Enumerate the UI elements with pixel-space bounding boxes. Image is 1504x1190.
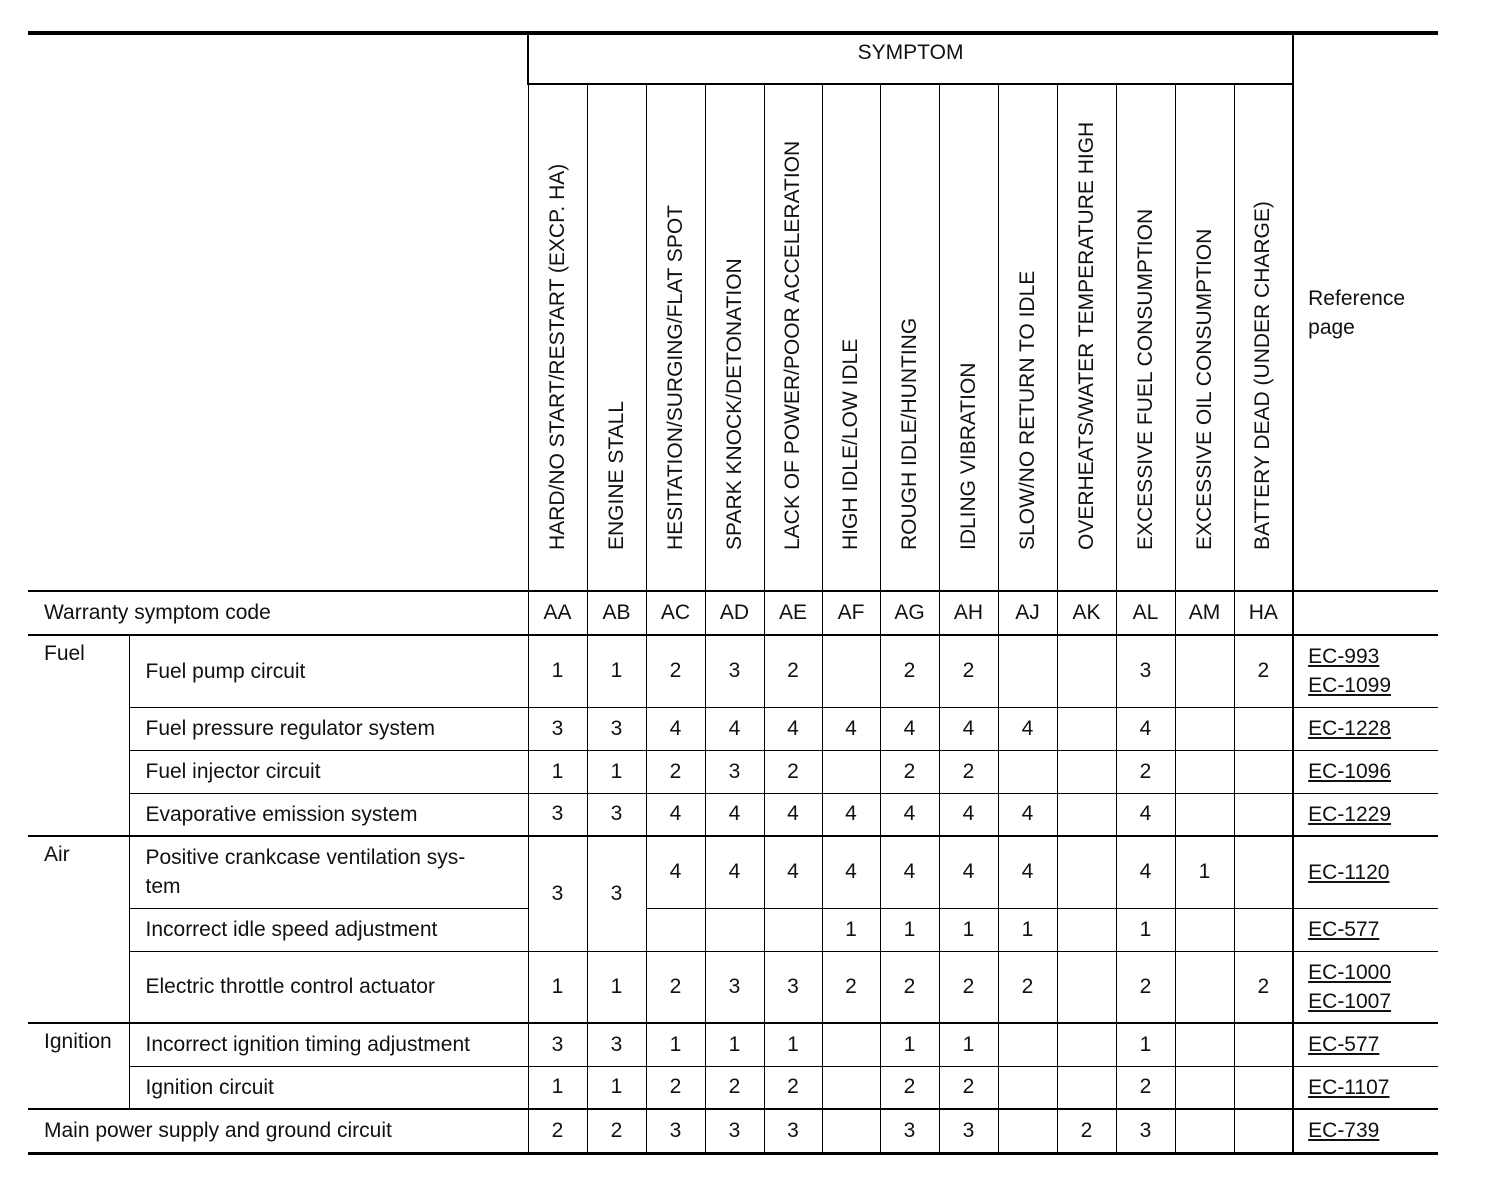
cell-value [1175, 635, 1234, 707]
cell-value: 3 [880, 1109, 939, 1153]
cell-value: 2 [764, 750, 822, 793]
symptom-code: AB [587, 591, 646, 635]
symptom-name: OVERHEATS/WATER TEMPERATURE HIGH [1074, 121, 1098, 550]
symptom-col-ab [587, 84, 646, 591]
reference-cell [1293, 750, 1438, 793]
symptom-name: IDLING VIBRATION [956, 362, 980, 550]
reference-page-header [1293, 33, 1438, 591]
cell-value: 1 [880, 908, 939, 951]
cell-value: 4 [880, 836, 939, 908]
cell-value: 1 [587, 1066, 646, 1109]
symptom-name: ENGINE STALL [604, 401, 628, 550]
symptom-col-am [1175, 84, 1234, 591]
cell-value: 4 [705, 793, 764, 836]
symptom-col-ha [1234, 84, 1293, 591]
warranty-code-label: Warranty symptom code [28, 591, 528, 635]
symptom-name: HESITATION/SURGING/FLAT SPOT [663, 205, 687, 550]
row-item: Fuel pressure regulator system [129, 707, 528, 750]
reference-link[interactable]: EC-1096 [1308, 760, 1392, 783]
cell-value: 4 [705, 836, 764, 908]
symptom-code: AH [939, 591, 998, 635]
cell-value [998, 1023, 1057, 1066]
cell-value: 1 [764, 1023, 822, 1066]
cell-value: 4 [705, 707, 764, 750]
cell-value: 2 [705, 1066, 764, 1109]
cell-value [1057, 707, 1116, 750]
cell-value: 2 [880, 635, 939, 707]
cell-value: 2 [646, 951, 705, 1023]
cell-value: 1 [587, 750, 646, 793]
reference-link[interactable]: EC-1120 [1308, 860, 1390, 884]
cell-value: 4 [998, 793, 1057, 836]
cell-value: 2 [1116, 951, 1175, 1023]
cell-value: 4 [822, 793, 880, 836]
row-item: Fuel pump circuit [129, 635, 528, 707]
cell-value [998, 1109, 1057, 1153]
cell-value: 4 [764, 707, 822, 750]
cell-value: 1 [880, 1023, 939, 1066]
cell-value [822, 1023, 880, 1066]
cell-value: 3 [705, 750, 764, 793]
reference-cell [1293, 793, 1438, 836]
cell-value [1057, 836, 1116, 908]
cell-value: 1 [822, 908, 880, 951]
cell-value [1057, 908, 1116, 951]
table-row [28, 707, 1438, 750]
cell-value: 4 [646, 836, 705, 908]
symptom-name: ROUGH IDLE/HUNTING [897, 317, 921, 550]
cell-value: 4 [822, 836, 880, 908]
row-item: Fuel injector circuit [129, 750, 528, 793]
row-item-line1: Positive crankcase ventilation sys- [145, 846, 466, 870]
table-row [28, 635, 1438, 707]
cell-value: 4 [880, 793, 939, 836]
cell-value [646, 908, 705, 951]
cell-value [998, 1066, 1057, 1109]
cell-value: 2 [764, 635, 822, 707]
cell-value [764, 908, 822, 951]
cell-value: 2 [646, 635, 705, 707]
cell-value [1175, 1066, 1234, 1109]
symptom-col-ag [880, 84, 939, 591]
reference-link[interactable]: EC-993 [1308, 645, 1380, 669]
cell-value: 2 [1116, 1066, 1175, 1109]
table-row [28, 1023, 1438, 1066]
cell-value: 4 [646, 793, 705, 836]
cell-value: 3 [1116, 635, 1175, 707]
reference-link[interactable]: EC-1007 [1308, 989, 1392, 1013]
reference-cell [1293, 836, 1438, 908]
cell-value: 2 [1234, 951, 1293, 1023]
symptom-name: HIGH IDLE/LOW IDLE [839, 338, 862, 550]
table-row [28, 793, 1438, 836]
cell-value: 1 [646, 1023, 705, 1066]
cell-value: 3 [528, 1023, 587, 1066]
cell-value: 3 [587, 707, 646, 750]
cell-value: 3 [528, 707, 587, 750]
symptom-name: EXCESSIVE FUEL CONSUMPTION [1133, 208, 1157, 550]
cell-value: 1 [939, 1023, 998, 1066]
reference-cell [1293, 635, 1438, 707]
cell-value [1175, 951, 1234, 1023]
cell-value: 2 [880, 750, 939, 793]
cell-value: 3 [705, 951, 764, 1023]
cell-value: 4 [646, 707, 705, 750]
symptom-code: AL [1116, 591, 1175, 635]
cell-value: 2 [939, 1066, 998, 1109]
cell-value [1234, 908, 1293, 951]
cell-value: 2 [1234, 635, 1293, 707]
row-item-line2: tem [145, 875, 181, 899]
cell-value [1057, 750, 1116, 793]
cell-value [998, 750, 1057, 793]
cell-value: 2 [587, 1109, 646, 1153]
symptom-col-ae [764, 84, 822, 591]
cell-value [1234, 750, 1293, 793]
cell-value: 2 [822, 951, 880, 1023]
symptom-code: AD [705, 591, 764, 635]
table-row [28, 951, 1438, 1023]
cell-value [1234, 1109, 1293, 1153]
cell-value: 1 [528, 635, 587, 707]
cell-value: 1 [1116, 908, 1175, 951]
symptom-code: AC [646, 591, 705, 635]
symptom-name: EXCESSIVE OIL CONSUMPTION [1192, 228, 1216, 550]
cell-value: 4 [1116, 836, 1175, 908]
symptom-col-ak [1057, 84, 1116, 591]
cell-value: 1 [528, 750, 587, 793]
table-row [28, 1109, 1438, 1153]
cell-value [822, 750, 880, 793]
cell-value: 2 [646, 1066, 705, 1109]
cell-value: 1 [1175, 836, 1234, 908]
row-item: Main power supply and ground circuit [28, 1109, 528, 1153]
symptom-code: AG [880, 591, 939, 635]
cell-value: 1 [528, 951, 587, 1023]
cell-value [1175, 793, 1234, 836]
symptom-col-aj [998, 84, 1057, 591]
cell-value: 3 [1116, 1109, 1175, 1153]
reference-header-line1: Reference [1308, 286, 1406, 310]
reference-link[interactable]: EC-739 [1308, 1119, 1380, 1143]
reference-cell [1293, 1109, 1438, 1153]
cell-value [998, 635, 1057, 707]
symptom-col-ah [939, 84, 998, 591]
reference-cell [1293, 707, 1438, 750]
symptom-col-af [822, 84, 880, 591]
symptom-col-aa [528, 84, 587, 591]
symptom-name: HARD/NO START/RESTART (EXCP. HA) [545, 163, 569, 550]
cell-value: 2 [528, 1109, 587, 1153]
symptom-title: SYMPTOM [528, 33, 1293, 84]
corner-blank [28, 33, 528, 84]
corner-blank-lower [28, 84, 528, 591]
cell-value: 4 [880, 707, 939, 750]
reference-link[interactable]: EC-577 [1308, 918, 1380, 941]
group-label-air: Air [28, 836, 129, 1023]
cell-value: 4 [998, 707, 1057, 750]
cell-value: 4 [1116, 707, 1175, 750]
cell-value: 1 [939, 908, 998, 951]
cell-value [1057, 951, 1116, 1023]
cell-value: 2 [1116, 750, 1175, 793]
table-row [28, 836, 1438, 908]
cell-value: 2 [646, 750, 705, 793]
reference-cell [1293, 1023, 1438, 1066]
group-label-fuel: Fuel [28, 635, 129, 836]
cell-value: 3 [587, 836, 646, 951]
symptom-code: AA [528, 591, 587, 635]
cell-value [1057, 635, 1116, 707]
symptom-col-al [1116, 84, 1175, 591]
reference-cell [1293, 1066, 1438, 1109]
symptom-code: AM [1175, 591, 1234, 635]
cell-value: 4 [939, 707, 998, 750]
row-item: Evaporative emission system [129, 793, 528, 836]
cell-value [1175, 707, 1234, 750]
cell-value: 4 [822, 707, 880, 750]
cell-value: 2 [939, 951, 998, 1023]
table-row [28, 1066, 1438, 1109]
cell-value [705, 908, 764, 951]
symptom-name: LACK OF POWER/POOR ACCELERATION [781, 140, 804, 550]
cell-value: 3 [646, 1109, 705, 1153]
cell-value [1234, 707, 1293, 750]
cell-value [822, 1066, 880, 1109]
cell-value [1175, 1023, 1234, 1066]
cell-value: 4 [764, 836, 822, 908]
symptom-col-ad [705, 84, 764, 591]
code-ref-blank [1293, 591, 1438, 635]
cell-value: 3 [587, 1023, 646, 1066]
symptom-code: AJ [998, 591, 1057, 635]
cell-value [1057, 1066, 1116, 1109]
row-item: Electric throttle control actuator [129, 951, 528, 1023]
table-row [28, 750, 1438, 793]
cell-value: 1 [998, 908, 1057, 951]
reference-link[interactable]: EC-577 [1308, 1033, 1380, 1057]
cell-value: 4 [764, 793, 822, 836]
cell-value: 4 [939, 836, 998, 908]
reference-link[interactable]: EC-1107 [1308, 1075, 1390, 1099]
cell-value: 3 [705, 1109, 764, 1153]
reference-cell [1293, 908, 1438, 951]
cell-value: 2 [939, 635, 998, 707]
symptom-col-ac [646, 84, 705, 591]
cell-value [822, 1109, 880, 1153]
cell-value [1175, 750, 1234, 793]
row-item: Incorrect idle speed adjustment [129, 908, 528, 951]
cell-value [1234, 793, 1293, 836]
symptom-code: AE [764, 591, 822, 635]
cell-value: 1 [528, 1066, 587, 1109]
cell-value: 1 [587, 635, 646, 707]
cell-value [1175, 908, 1234, 951]
cell-value: 3 [528, 836, 587, 951]
row-item: Ignition circuit [129, 1066, 528, 1109]
cell-value: 3 [764, 951, 822, 1023]
cell-value [1234, 1023, 1293, 1066]
group-label-ignition: Ignition [28, 1023, 129, 1109]
cell-value: 2 [764, 1066, 822, 1109]
cell-value: 1 [587, 951, 646, 1023]
table-row [28, 908, 1438, 951]
cell-value: 4 [998, 836, 1057, 908]
cell-value: 2 [880, 951, 939, 1023]
cell-value [1175, 1109, 1234, 1153]
cell-value: 1 [1116, 1023, 1175, 1066]
reference-cell [1293, 951, 1438, 1023]
cell-value [1234, 836, 1293, 908]
reference-link[interactable]: EC-1099 [1308, 674, 1392, 698]
cell-value: 3 [587, 793, 646, 836]
cell-value: 3 [705, 635, 764, 707]
cell-value [1057, 1023, 1116, 1066]
cell-value: 3 [939, 1109, 998, 1153]
cell-value [1234, 1066, 1293, 1109]
reference-link[interactable]: EC-1229 [1308, 802, 1392, 826]
cell-value [822, 635, 880, 707]
row-item: Incorrect ignition timing adjustment [129, 1023, 528, 1066]
cell-value: 4 [939, 793, 998, 836]
symptom-code: AK [1057, 591, 1116, 635]
symptom-code: AF [822, 591, 880, 635]
cell-value: 4 [1116, 793, 1175, 836]
symptom-code: HA [1234, 591, 1293, 635]
cell-value: 1 [705, 1023, 764, 1066]
row-item [129, 836, 528, 908]
reference-header-line2: page [1308, 315, 1355, 339]
cell-value: 2 [998, 951, 1057, 1023]
reference-link[interactable]: EC-1228 [1308, 717, 1392, 740]
symptom-name: SLOW/NO RETURN TO IDLE [1015, 270, 1039, 550]
cell-value [1057, 793, 1116, 836]
symptom-name: BATTERY DEAD (UNDER CHARGE) [1251, 201, 1275, 550]
symptom-diagnosis-table [28, 31, 1438, 1155]
cell-value: 3 [764, 1109, 822, 1153]
symptom-name: SPARK KNOCK/DETONATION [722, 258, 746, 550]
cell-value: 2 [939, 750, 998, 793]
reference-link[interactable]: EC-1000 [1308, 960, 1392, 984]
cell-value: 2 [880, 1066, 939, 1109]
cell-value: 3 [528, 793, 587, 836]
cell-value: 2 [1057, 1109, 1116, 1153]
